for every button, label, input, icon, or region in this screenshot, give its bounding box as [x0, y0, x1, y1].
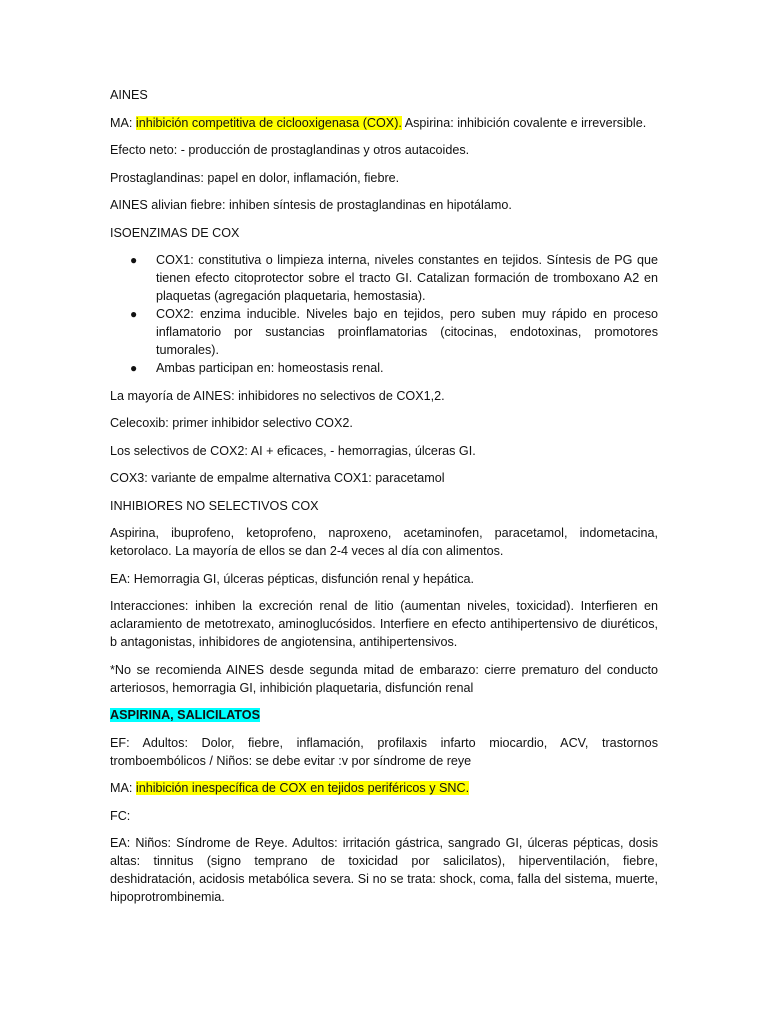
list-item-text: COX2: enzima inducible. Niveles bajo en tejidos, pero suben muy rápido en proceso inflamatorio por sustancias proinflamatorias (citocinas, endotoxinas, promotores tumorales). — [156, 307, 658, 357]
bullet-icon: ● — [130, 361, 138, 375]
ea-aspirina-paragraph: EA: Niños: Síndrome de Reye. Adultos: irritación gástrica, sangrado GI, úlceras pépticas, dosis altas: tinnitus (signo temprano de toxicidad por salicilatos), hiperventilación, fiebre, deshidratación, acidosis metabólica severa. Si no se trata: shock, coma, falla del sistema, muerte, hipoprotrombinemia. — [110, 836, 658, 904]
list-item — [110, 359, 658, 377]
heading-aines: AINES — [110, 88, 148, 102]
interacciones-paragraph: Interacciones: inhiben la excreción renal de litio (aumentan niveles, toxicidad). Interfieren en aclaramiento de metotrexato, aminoglucósidos. Interfiere en efecto antihipertensivo de diuréticos, b antagonistas, inhibidores de angiotensina, antihipertensivos. — [110, 599, 658, 649]
ma-prefix: MA: — [110, 115, 136, 130]
list-item-text: COX1: constitutiva o limpieza interna, niveles constantes en tejidos. Síntesis de PG que tienen efecto citoprotector sobre el tracto GI. Catalizan formación de tromboxano A2 en plaquetas (agregación plaquetaria, hemostasia). — [156, 253, 658, 303]
efecto-neto-paragraph: Efecto neto: - producción de prostaglandinas y otros autacoides. — [110, 143, 470, 157]
heading-isoenzimas: ISOENZIMAS DE COX — [110, 225, 240, 240]
selectivos-paragraph: Los selectivos de COX2: AI + eficaces, - hemorragias, úlceras GI. — [110, 443, 476, 458]
cox3-paragraph: COX3: variante de empalme alternativa COX1: paracetamol — [110, 471, 445, 485]
alivian-fiebre-paragraph: AINES alivian fiebre: inhiben síntesis de prostaglandinas en hipotálamo. — [110, 198, 512, 212]
aspirina-highlight: ASPIRINA, SALICILATOS — [110, 708, 260, 722]
isoenzimas-list — [110, 251, 658, 377]
fc-paragraph: FC: — [110, 808, 131, 823]
ma-paragraph — [110, 114, 658, 132]
ma-rest: Aspirina: inhibición covalente e irreversible. — [401, 115, 647, 130]
ma-highlight: inhibición competitiva de ciclooxigenasa (COX). — [135, 115, 402, 130]
document-body — [110, 86, 658, 916]
heading-aspirina — [110, 706, 658, 724]
prostaglandinas-paragraph: Prostaglandinas: papel en dolor, inflamación, fiebre. — [110, 170, 400, 185]
mayoria-paragraph: La mayoría de AINES: inhibidores no selectivos de COX1,2. — [110, 388, 445, 403]
farmacos-paragraph: Aspirina, ibuprofeno, ketoprofeno, naproxeno, acetaminofen, paracetamol, indometacina, ketorolaco. La mayoría de ellos se dan 2-4 veces al día con alimentos. — [110, 526, 658, 558]
embarazo-paragraph: *No se recomienda AINES desde segunda mitad de embarazo: cierre prematuro del conducto arteriosos, hemorragia GI, inhibición plaquetaria, disfunción renal — [110, 662, 658, 695]
ef-paragraph: EF: Adultos: Dolor, fiebre, inflamación, profilaxis infarto miocardio, ACV, trastornos tromboembólicos / Niños: se debe evitar :v por síndrome de reye — [110, 735, 658, 768]
list-item — [110, 251, 658, 305]
list-item-text: Ambas participan en: homeostasis renal. — [156, 361, 384, 375]
ma2-highlight: inhibición inespecífica de COX en tejidos periféricos y SNC. — [135, 781, 470, 795]
heading-no-selectivos: INHIBIORES NO SELECTIVOS COX — [110, 498, 319, 513]
bullet-icon: ● — [130, 253, 138, 267]
ma2-paragraph — [110, 779, 658, 797]
list-item — [110, 305, 658, 359]
bullet-icon: ● — [130, 307, 138, 321]
ma2-prefix: MA: — [110, 781, 136, 795]
celecoxib-paragraph: Celecoxib: primer inhibidor selectivo COX2. — [110, 416, 353, 430]
ea-general-paragraph: EA: Hemorragia GI, úlceras pépticas, disfunción renal y hepática. — [110, 571, 475, 586]
